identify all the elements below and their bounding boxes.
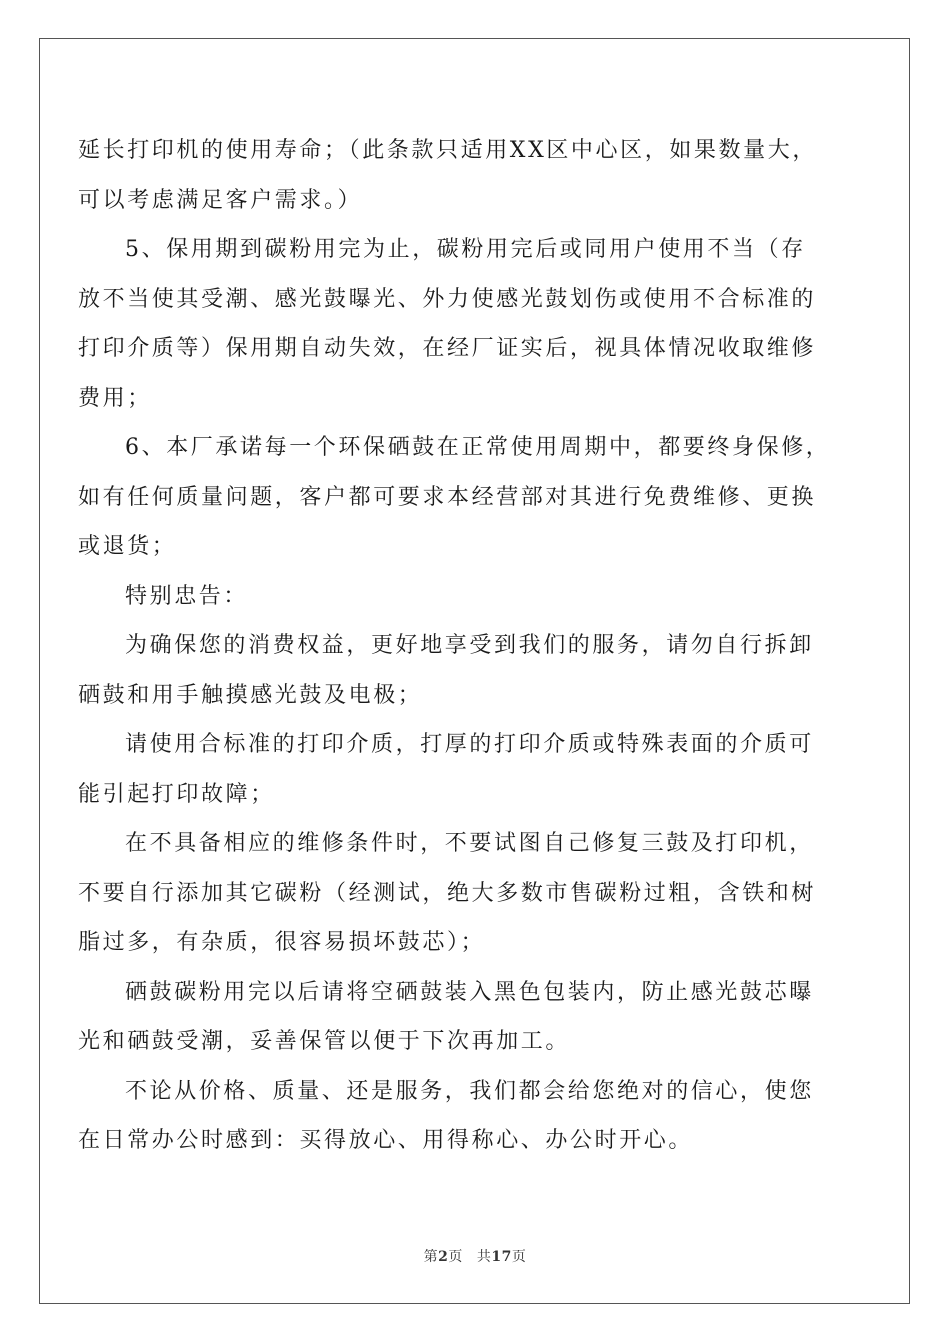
total-pages: 17: [491, 1249, 512, 1265]
text-line: 脂过多，有杂质，很容易损坏鼓芯）；: [78, 930, 486, 955]
text-line: 光和硒鼓受潮，妥善保管以便于下次再加工。: [78, 1029, 571, 1054]
text-line: 打印介质等）保用期自动失效，在经厂证实后，视具体情况收取维修: [78, 336, 817, 361]
text-line: 费用；: [78, 385, 152, 411]
text-line: 6、本厂承诺每一个环保硒鼓在正常使用周期中，都要终身保修，: [125, 435, 831, 460]
total-suffix: 页: [511, 1249, 527, 1265]
text-line: 硒鼓碳粉用完以后请将空硒鼓装入黑色包装内，防止感光鼓芯曝: [125, 979, 814, 1005]
text-line: 延长打印机的使用寿命；（此条款只适用XX区中心区，如果数量大，: [78, 138, 817, 163]
text-line: 特别忠告：: [125, 583, 249, 609]
text-line: 请使用合标准的打印介质，打厚的打印介质或特殊表面的介质可: [125, 732, 814, 757]
text-line: 不要自行添加其它碳粉（经测试，绝大多数市售碳粉过粗，含铁和树: [78, 880, 817, 906]
page-prefix: 第: [423, 1249, 439, 1265]
paragraph: [78, 720, 858, 819]
paragraph: [78, 621, 858, 720]
section-heading: [78, 572, 858, 622]
page-footer: [0, 1246, 950, 1266]
text-line: 硒鼓和用手触摸感光鼓及电极；: [78, 682, 423, 708]
paragraph: [78, 1067, 858, 1166]
paragraph: [78, 819, 858, 968]
paragraph: [78, 423, 858, 572]
page-number: 2: [438, 1249, 449, 1265]
text-line: 不论从价格、质量、还是服务，我们都会给您绝对的信心，使您: [125, 1078, 814, 1104]
paragraph: [78, 126, 858, 225]
document-body: [78, 126, 858, 1166]
text-line: 在日常办公时感到：买得放心、用得称心、办公时开心。: [78, 1128, 694, 1153]
text-line: 可以考虑满足客户需求。）: [78, 187, 363, 213]
page-suffix: 页: [448, 1249, 463, 1265]
text-line: 或退货；: [78, 534, 177, 559]
text-line: 能引起打印故障；: [78, 781, 275, 807]
text-line: 在不具备相应的维修条件时，不要试图自己修复三鼓及打印机，: [125, 831, 814, 856]
paragraph: [78, 968, 858, 1067]
paragraph: [78, 225, 858, 423]
total-prefix: 共: [476, 1249, 492, 1265]
text-line: 5、保用期到碳粉用完为止，碳粉用完后或同用户使用不当（存: [125, 237, 806, 262]
text-line: 放不当使其受潮、感光鼓曝光、外力使感光鼓划伤或使用不合标准的: [78, 286, 817, 312]
text-line: 如有任何质量问题，客户都可要求本经营部对其进行免费维修、更换: [78, 484, 817, 510]
text-line: 为确保您的消费权益，更好地享受到我们的服务，请勿自行拆卸: [125, 633, 814, 658]
